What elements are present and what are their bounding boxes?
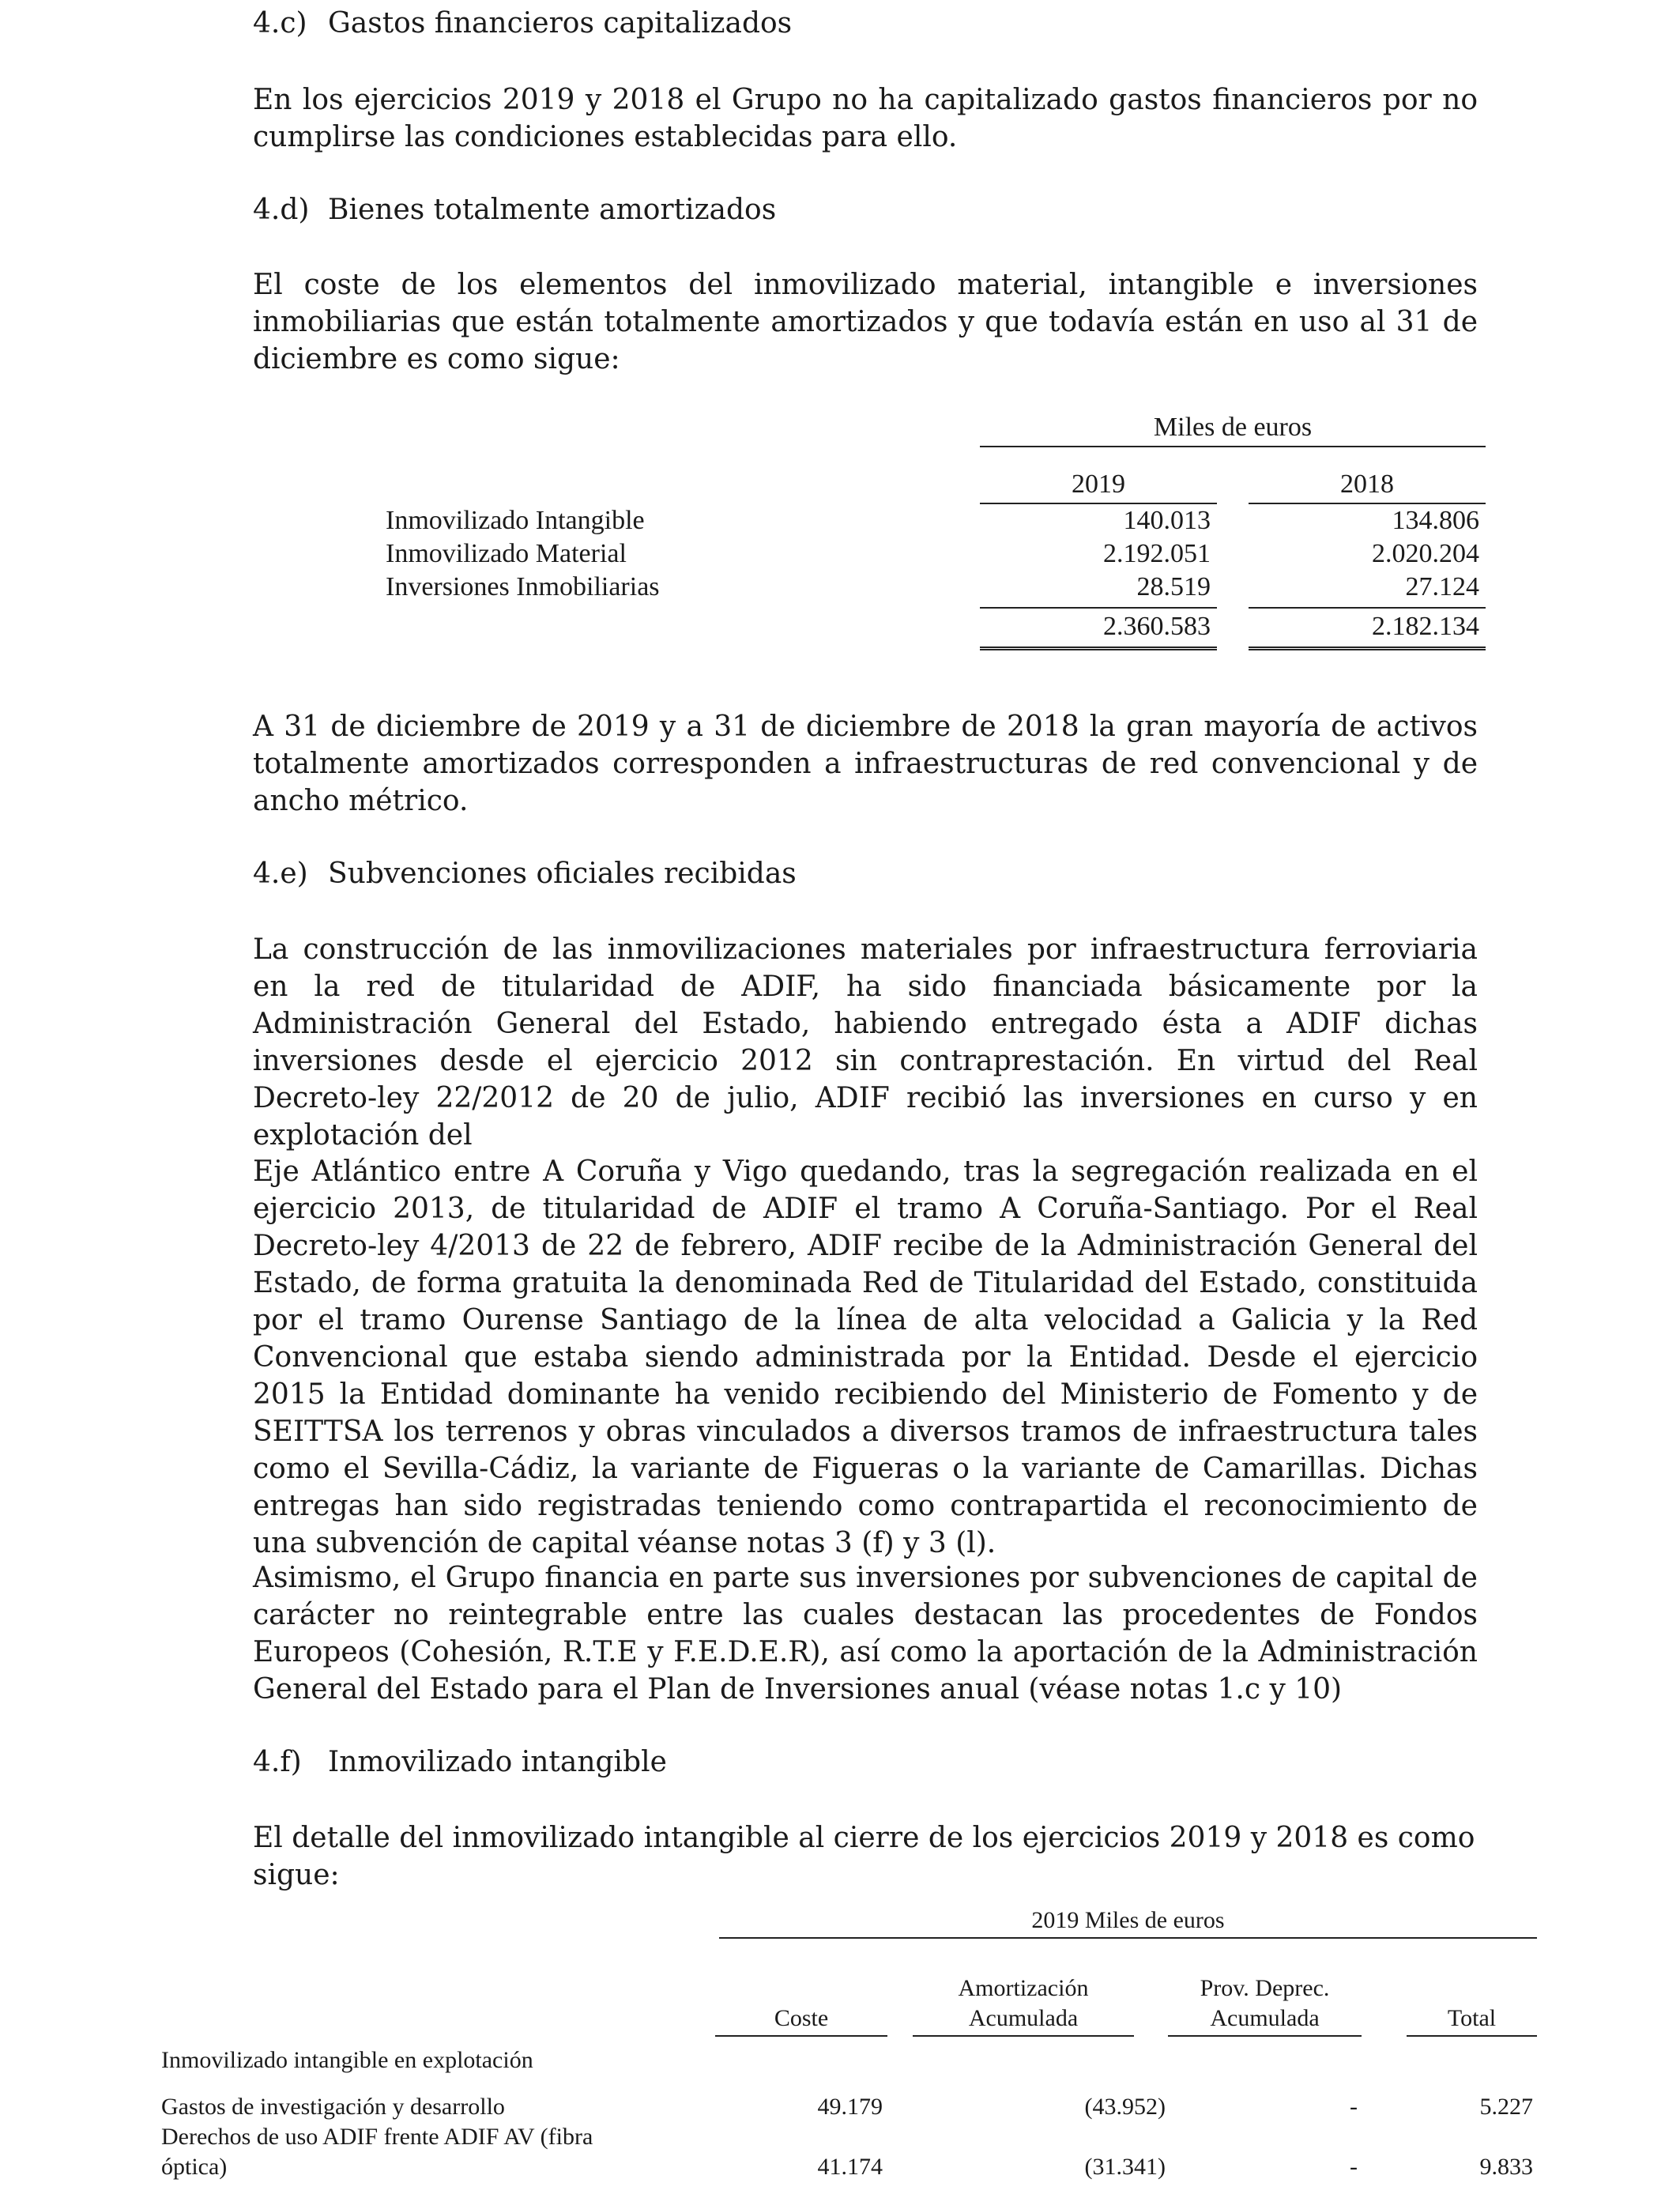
section-heading-4d	[253, 193, 776, 228]
row-label: Inversiones Inmobiliarias	[386, 572, 660, 601]
section-title: Gastos financieros capitalizados	[328, 7, 793, 40]
column-header-amortizacion: Amortización	[958, 1975, 1089, 2001]
subtotal-rule-2019	[980, 607, 1217, 609]
column-header-coste: Coste	[774, 2005, 829, 2031]
paragraph-4d: El coste de los elementos del inmovilizado material, intangible e inversiones inmobiliarias que están totalmente amortizados y que todavía están en uso al 31 de diciembre es como sigue:	[253, 269, 1478, 375]
row-label: Inmovilizado Intangible	[386, 506, 645, 535]
value-prov: -	[1350, 2154, 1358, 2180]
column-rule-total	[1407, 2035, 1537, 2037]
column-rule-prov	[1168, 2035, 1362, 2037]
section-heading-4c	[253, 6, 792, 41]
value-2018: 27.124	[1405, 572, 1479, 601]
column-header-acumulada: Acumulada	[968, 2005, 1079, 2031]
paragraph-4e-3: Asimismo, el Grupo financia en parte sus inversiones por subvenciones de capital de carácter no reintegrable entre las cuales destacan las procedentes de Fondos Europeos (Cohesión, R.T.E y F.E.D.E.R), así como la aportación de la Administración General del Estado para el Plan de Inversiones anual (véase notas 1.c y 10)	[253, 1562, 1478, 1706]
table-unit-header: 2019 Miles de euros	[1031, 1907, 1225, 1933]
value-amortizacion: (43.952)	[1084, 2094, 1166, 2120]
section-heading-4e	[253, 857, 797, 892]
column-header-total: Total	[1447, 2005, 1497, 2031]
value-amortizacion: (31.341)	[1084, 2154, 1166, 2180]
value-2019: 2.192.051	[1103, 539, 1211, 568]
section-number: 4.e)	[253, 858, 308, 890]
section-title: Bienes totalmente amortizados	[328, 194, 777, 226]
column-rule-amortizacion	[913, 2035, 1134, 2037]
value-total: 9.833	[1479, 2154, 1533, 2180]
section-number: 4.c)	[253, 7, 307, 40]
value-2018: 2.020.204	[1372, 539, 1479, 568]
section-heading-4f	[253, 1745, 667, 1780]
value-coste: 41.174	[817, 2154, 883, 2180]
column-rule-coste	[715, 2035, 887, 2037]
section-number: 4.f)	[253, 1746, 302, 1778]
section-title: Subvenciones oficiales recibidas	[328, 858, 797, 890]
paragraph-4f: El detalle del inmovilizado intangible al cierre de los ejercicios 2019 y 2018 es como sigue:	[253, 1822, 1475, 1891]
total-2018: 2.182.134	[1372, 612, 1479, 641]
section-title: Inmovilizado intangible	[328, 1746, 667, 1778]
group-label: Inmovilizado intangible en explotación	[161, 2047, 533, 2073]
value-2019: 28.519	[1136, 572, 1211, 601]
header-rule	[980, 446, 1486, 447]
paragraph-4c: En los ejercicios 2019 y 2018 el Grupo no ha capitalizado gastos financieros por no cumplirse las condiciones establecidas para ello.	[253, 84, 1478, 153]
value-2018: 134.806	[1392, 506, 1479, 535]
total-double-rule-2019	[980, 647, 1217, 650]
column-header-2018: 2018	[1340, 469, 1394, 499]
value-2019: 140.013	[1123, 506, 1211, 535]
paragraph-4e-1: La construcción de las inmovilizaciones materiales por infraestructura ferroviaria en la red de titularidad de ADIF, ha sido financiada básicamente por la Administración General del Estado, habiendo entregado ésta a ADIF dichas inversiones desde el ejercicio 2012 sin contraprestación. En virtud del Real Decreto-ley 22/2012 de 20 de julio, ADIF recibió las inversiones en curso y en explotación del	[253, 933, 1478, 1152]
row-label-continuation: óptica)	[161, 2154, 228, 2180]
column-header-prov-acumulada: Acumulada	[1210, 2005, 1320, 2031]
paragraph-4d-after: A 31 de diciembre de 2019 y a 31 de diciembre de 2018 la gran mayoría de activos totalmente amortizados corresponden a infraestructuras de red convencional y de ancho métrico.	[253, 711, 1478, 817]
column-header-2019: 2019	[1072, 469, 1125, 499]
value-prov: -	[1350, 2094, 1358, 2120]
paragraph-4e-2: Eje Atlántico entre A Coruña y Vigo quedando, tras la segregación realizada en el ejercicio 2013, de titularidad de ADIF el tramo A Coruña-Santiago. Por el Real Decreto-ley 4/2013 de 22 de febrero, ADIF recibe de la Administración General del Estado, de forma gratuita la denominada Red de Titularidad del Estado, constituida por el tramo Ourense Santiago de la línea de alta velocidad a Galicia y la Red Convencional que estaba siendo administrada por la Entidad. Desde el ejercicio 2015 la Entidad dominante ha venido recibiendo del Ministerio de Fomento y de SEITTSA los terrenos y obras vinculados a diversos tramos de infraestructura tales como el Sevilla-Cádiz, la variante de Figueras o la variante de Camarillas. Dichas entregas han sido registradas teniendo como contrapartida el reconocimiento de una subvención de capital véanse notas 3 (f) y 3 (l).	[253, 1155, 1478, 1559]
value-total: 5.227	[1479, 2094, 1533, 2120]
header-rule	[719, 1937, 1537, 1939]
value-coste: 49.179	[817, 2094, 883, 2120]
subtotal-rule-2018	[1249, 607, 1486, 609]
row-label: Gastos de investigación y desarrollo	[161, 2094, 505, 2120]
total-double-rule-2018	[1249, 647, 1486, 650]
table-unit-header: Miles de euros	[1153, 413, 1313, 442]
section-number: 4.d)	[253, 194, 310, 226]
column-header-prov-deprec: Prov. Deprec.	[1200, 1975, 1330, 2001]
row-label: Inmovilizado Material	[386, 539, 627, 568]
row-label: Derechos de uso ADIF frente ADIF AV (fibra	[161, 2124, 593, 2150]
total-2019: 2.360.583	[1103, 612, 1211, 641]
